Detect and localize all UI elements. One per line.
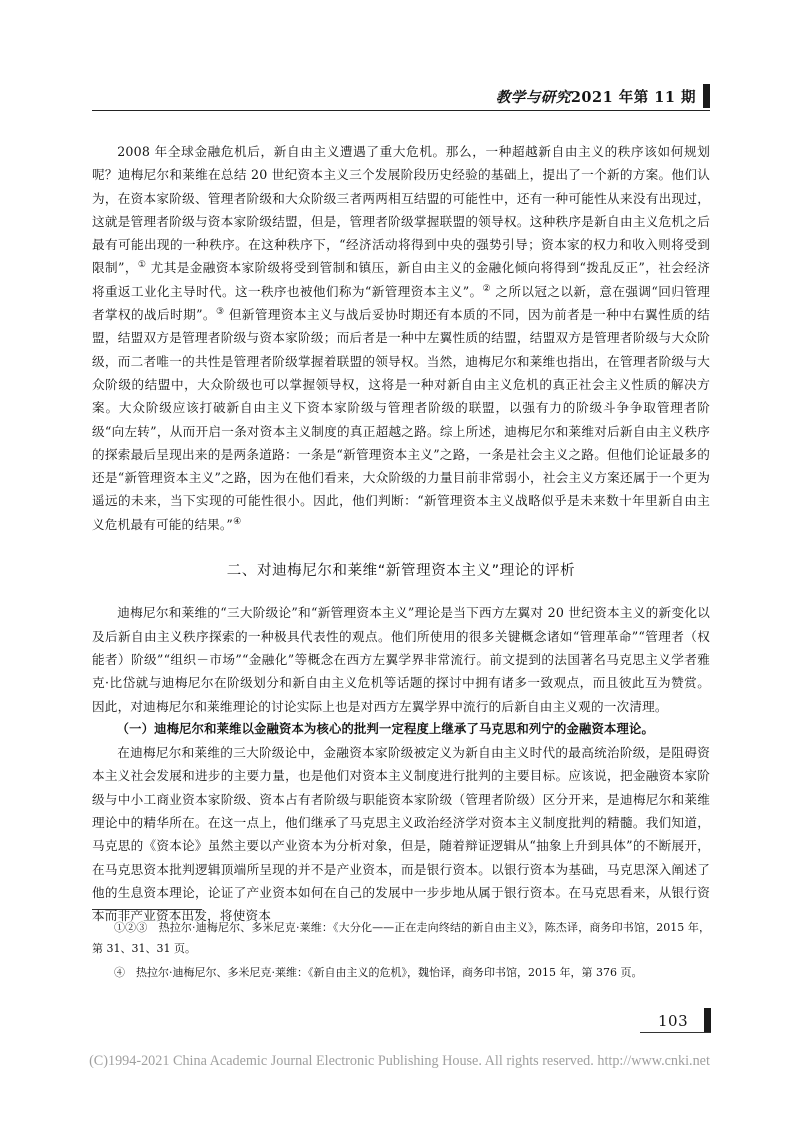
article-body xyxy=(92,140,710,928)
running-header xyxy=(92,84,710,111)
subsection-heading: （一）迪梅尼尔和莱维以金融资本为核心的批判一定程度上继承了马克思和列宁的金融资本理论。 xyxy=(116,721,654,736)
footnote-1: ①②③ 热拉尔·迪梅尼尔、多米尼克·莱维：《大分化——正在走向终结的新自由主义》，陈杰译，商务印书馆，2015 年，第 31、31、31 页。 xyxy=(92,921,710,955)
footnote-ref-2[interactable]: ② xyxy=(482,283,492,294)
body-paragraph-2: 迪梅尼尔和莱维的“三大阶级论”和“新管理资本主义”理论是当下西方左翼对 20 世纪资本主义的新变化以及后新自由主义秩序探索的一种极具代表性的观点。他们所使用的很多关键概念诸如“管理革命”“管理者（权能者）阶级”“组织－市场”“金融化”等概念在西方左翼学界非常流行。前文提到的法国著名马克思主义学者雅克·比岱就与迪梅尼尔在阶级划分和新自由主义危机等话题的探讨中拥有诸多一致观点，而且彼此互为赞赏。因此，对迪梅尼尔和莱维理论的讨论实际上也是对西方左翼学界中流行的后新自由主义观的一次清理。 xyxy=(92,605,710,714)
journal-name: 教学与研究 xyxy=(495,89,571,106)
page-marker-bar xyxy=(704,1008,711,1032)
footnotes xyxy=(92,917,710,986)
page-number-rule xyxy=(640,1032,711,1033)
footnote-2: ④ 热拉尔·迪梅尼尔、多米尼克·莱维：《新自由主义的危机》，魏怡译，商务印书馆，2015 年，第 376 页。 xyxy=(114,966,643,979)
page-number: 103 xyxy=(658,1012,689,1030)
body-paragraph-1: 2008 年全球金融危机后，新自由主义遭遇了重大危机。那么，一种超越新自由主义的秩序该如何规划呢？迪梅尼尔和莱维在总结 20 世纪资本主义三个发展阶段历史经验的基础上，提出了一个新的方案。他们认为，在资本家阶级、管理者阶级和大众阶级三者两两相互结盟的可能性中，还有一种可能性从来没有出现过，这就是管理者阶级与资本家阶级结盟，但是，管理者阶级掌握联盟的领导权。这种秩序是新自由主义危机之后最有可能出现的一种秩序。在这种秩序下，“经济活动将得到中央的强势引导；资本家的权力和收入则将受到限制”，① 尤其是金融资本家阶级将受到管制和镇压，新自由主义的金融化倾向将得到“拨乱反正”，社会经济将重返工业化主导时代。这一秩序也被他们称为“新管理资本主义”。② 之所以冠之以新，意在强调“回归管理者掌权的战后时期”。③ 但新管理资本主义与战后妥协时期还有本质的不同，因为前者是一种中右翼性质的结盟，结盟双方是管理者阶级与资本家阶级；而后者是一种中左翼性质的结盟，结盟双方是管理者阶级与大众阶级，而二者唯一的共性是管理者阶级掌握着联盟的领导权。当然，迪梅尼尔和莱维也指出，在管理者阶级与大众阶级的结盟中，大众阶级也可以掌握领导权，这将是一种对新自由主义危机的真正社会主义性质的解决方案。大众阶级应该打破新自由主义下资本家阶级与管理者阶级的联盟，以强有力的阶级斗争争取管理者阶级“向左转”，从而开启一条对资本主义制度的真正超越之路。综上所述，迪梅尼尔和莱维对后新自由主义秩序的探索最后呈现出来的是两条道路：一条是“新管理资本主义”之路，一条是社会主义之路。但他们论证最多的还是“新管理资本主义”之路，因为在他们看来，大众阶级的力量目前非常弱小，社会主义方案还属于一个更为遥远的未来，当下实现的可能性很小。因此，他们判断：“新管理资本主义战略似乎是未来数十年里新自由主义危机最有可能的结果。”④ xyxy=(92,144,710,532)
footnote-ref-3[interactable]: ③ xyxy=(215,306,225,317)
header-journal-issue xyxy=(496,86,696,107)
footnote-ref-1[interactable]: ① xyxy=(137,260,147,271)
copyright-watermark: (C)1994-2021 China Academic Journal Electronic Publishing House. All rights reserved. http://www.cnki.net xyxy=(89,1053,710,1069)
header-marker-bar xyxy=(703,84,710,108)
footnote-divider xyxy=(92,909,202,910)
body-paragraph-3: 在迪梅尼尔和莱维的三大阶级论中，金融资本家阶级被定义为新自由主义时代的最高统治阶级，是阻碍资本主义社会发展和进步的主要力量，也是他们对资本主义制度进行批判的主要目标。应该说，把金融资本家阶级与中小工商业资本家阶级、资本占有者阶级与职能资本家阶级（管理者阶级）区分开来，是迪梅尼尔和莱维理论中的精华所在。在这一点上，他们继承了马克思主义政治经济学对资本主义制度批判的精髓。我们知道，马克思的《资本论》虽然主要以产业资本为分析对象，但是，随着辩证逻辑从“抽象上升到具体”的不断展开，在马克思资本批判逻辑顶端所呈现的并不是产业资本，而是银行资本。以银行资本为基础，马克思深入阐述了他的生息资本理论，论证了产业资本如何在自己的发展中一步步地从属于银行资本。在马克思看来，从银行资本而非产业资本出发，将使资本 xyxy=(92,745,710,924)
footnote-ref-4[interactable]: ④ xyxy=(233,516,242,527)
journal-issue: 2021 年第 11 期 xyxy=(570,89,696,106)
section-heading: 二、对迪梅尼尔和莱维“新管理资本主义”理论的评析 xyxy=(226,563,576,580)
